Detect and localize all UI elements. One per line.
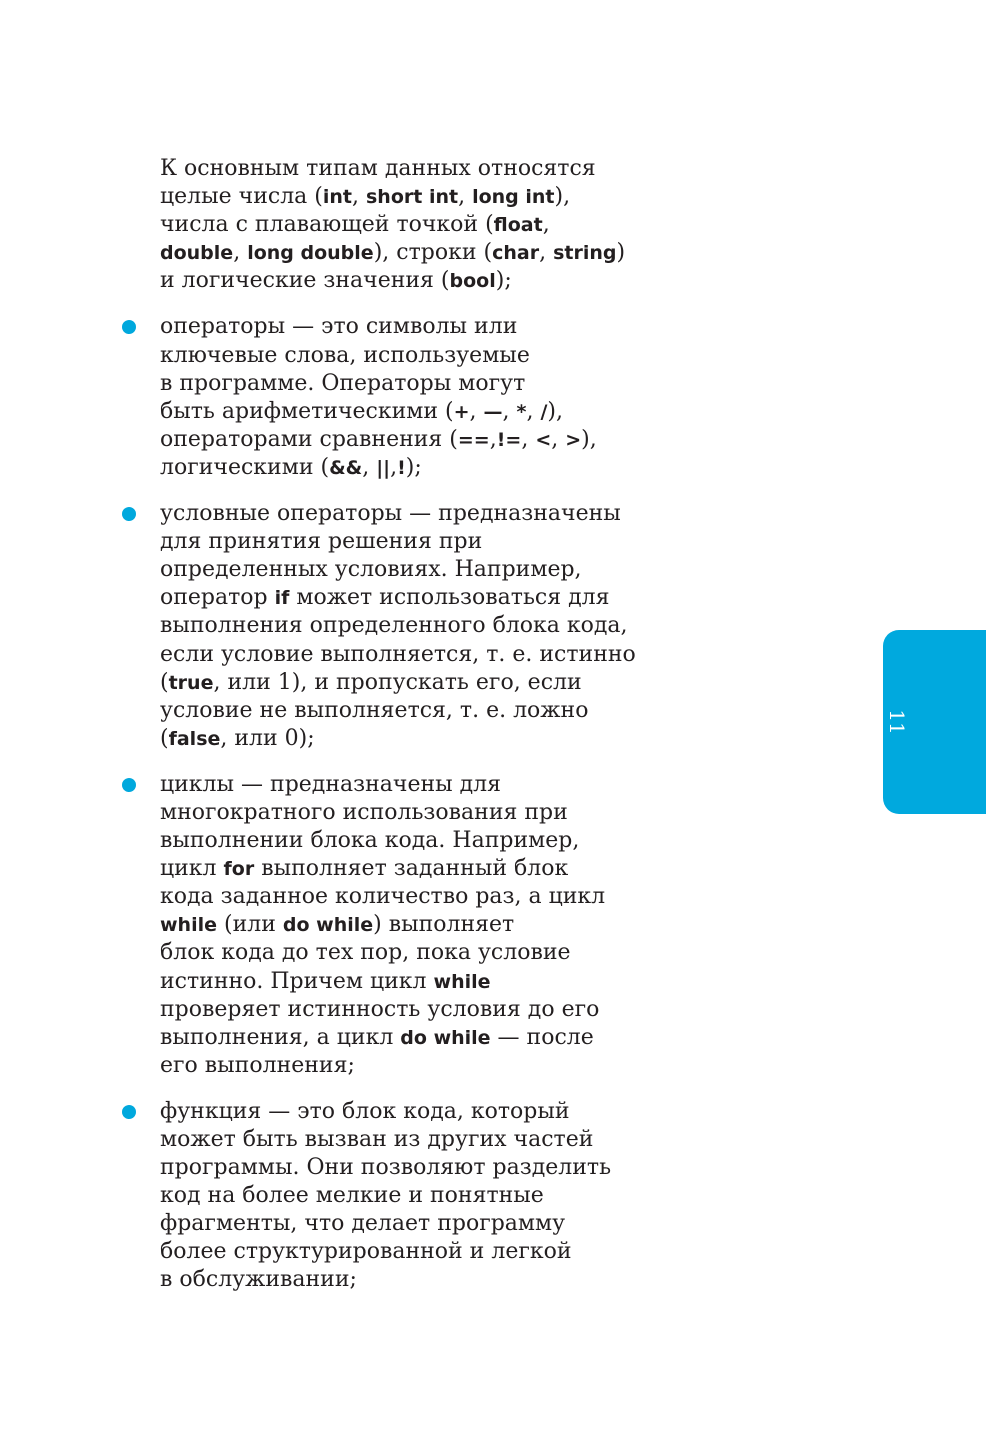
code-keyword: && xyxy=(329,456,363,479)
text-run: , xyxy=(362,454,377,480)
text-run: выполнении блока кода. Например, xyxy=(160,828,580,854)
text-run: , xyxy=(542,212,550,238)
text-line xyxy=(160,370,620,398)
text-line xyxy=(160,528,620,556)
bullet-dot-icon xyxy=(122,320,136,334)
text-run: , xyxy=(469,398,484,424)
code-keyword: * xyxy=(516,400,527,423)
text-line xyxy=(160,183,620,211)
text-run: , xyxy=(390,454,398,480)
page-number: 11 xyxy=(885,709,909,735)
text-run: код на более мелкие и понятные xyxy=(160,1183,544,1209)
code-keyword: short int xyxy=(366,186,459,209)
text-run: , xyxy=(539,240,554,266)
text-run: истинно. Причем цикл xyxy=(160,968,434,994)
text-line xyxy=(160,641,636,669)
text-run: программы. Они позволяют разделить xyxy=(160,1155,612,1181)
code-keyword: != xyxy=(496,428,522,451)
text-run: ); xyxy=(405,454,422,480)
text-run: , или 1), и пропускать его, если xyxy=(213,669,582,695)
code-keyword: double xyxy=(160,242,234,265)
text-line xyxy=(160,883,620,911)
code-keyword: / xyxy=(540,400,548,423)
text-run: ), xyxy=(547,398,563,424)
text-run: в программе. Операторы могут xyxy=(160,370,526,396)
text-run: выполняет заданный блок xyxy=(254,856,569,882)
code-keyword: — xyxy=(483,400,503,423)
text-run: условие не выполняется, т. е. ложно xyxy=(160,697,589,723)
text-run: в обслуживании; xyxy=(160,1267,357,1293)
text-run: операторы — это символы или xyxy=(160,314,518,340)
text-run: быть арифметическими ( xyxy=(160,398,454,424)
text-run: блок кода до тех пор, пока условие xyxy=(160,940,571,966)
text-run: для принятия решения при xyxy=(160,529,483,555)
text-line xyxy=(160,612,628,640)
code-keyword: > xyxy=(565,428,582,451)
text-line xyxy=(160,398,620,426)
text-line xyxy=(160,239,626,267)
code-keyword: int xyxy=(322,186,352,209)
text-run: выполнения определенного блока кода, xyxy=(160,613,628,639)
text-line xyxy=(160,1238,620,1266)
text-run: может использоваться для xyxy=(289,585,610,611)
text-run: если условие выполняется, т. е. истинно xyxy=(160,641,636,667)
code-keyword: while xyxy=(160,914,217,937)
text-run: операторами сравнения ( xyxy=(160,426,458,452)
code-keyword: || xyxy=(376,456,391,479)
text-run: выполнения, а цикл xyxy=(160,1024,401,1050)
text-run: числа с плавающей точкой ( xyxy=(160,212,494,238)
text-run: оператор xyxy=(160,585,275,611)
bullet-item xyxy=(160,771,620,1080)
text-line xyxy=(160,996,620,1024)
code-keyword: < xyxy=(535,428,552,451)
code-keyword: string xyxy=(553,242,617,265)
text-line xyxy=(160,968,620,996)
text-run: , xyxy=(521,426,536,452)
text-run: и логические значения ( xyxy=(160,268,450,294)
text-run: целые числа ( xyxy=(160,184,323,210)
text-line xyxy=(160,855,620,883)
text-run: ) выполняет xyxy=(373,912,515,938)
text-line xyxy=(160,1266,620,1294)
bullet-dot-icon xyxy=(122,1105,136,1119)
text-run: условные операторы — предназначены xyxy=(160,501,621,527)
text-line xyxy=(160,697,620,725)
text-line xyxy=(160,911,620,939)
code-keyword: long double xyxy=(247,242,374,265)
text-run: кода заданное количество раз, а цикл xyxy=(160,884,606,910)
body-text-column xyxy=(160,155,636,1313)
text-run: , xyxy=(526,398,541,424)
bullet-item xyxy=(160,1098,620,1295)
code-keyword: + xyxy=(453,400,470,423)
code-keyword: char xyxy=(492,242,540,265)
text-line xyxy=(160,1052,620,1080)
text-line xyxy=(160,1098,620,1126)
text-line xyxy=(160,313,620,341)
text-run: ( xyxy=(160,725,169,751)
text-line xyxy=(160,725,620,753)
text-run: ); xyxy=(495,268,512,294)
text-run: ключевые слова, используемые xyxy=(160,342,530,368)
text-line xyxy=(160,1182,620,1210)
text-line xyxy=(160,1154,620,1182)
bullet-dot-icon xyxy=(122,507,136,521)
text-line xyxy=(160,342,620,370)
text-run: , xyxy=(458,184,473,210)
text-run: циклы — предназначены для xyxy=(160,771,502,797)
bullet-dot-icon xyxy=(122,778,136,792)
text-line xyxy=(160,939,620,967)
code-keyword: if xyxy=(274,587,290,610)
text-run: ), xyxy=(581,426,597,452)
text-run: может быть вызван из других частей xyxy=(160,1127,594,1152)
text-line xyxy=(160,1024,620,1052)
text-run: логическими ( xyxy=(160,454,330,480)
text-line xyxy=(160,827,620,855)
bullet-item xyxy=(160,313,620,482)
text-run: многократного использования при xyxy=(160,799,568,825)
code-keyword: while xyxy=(433,970,491,993)
text-run: , xyxy=(352,184,366,210)
text-line xyxy=(160,500,620,528)
text-run: К основным типам данных относятся xyxy=(160,156,596,181)
text-run: функция — это блок кода, который xyxy=(160,1098,570,1124)
text-run: , xyxy=(489,426,497,452)
code-keyword: bool xyxy=(449,270,496,293)
text-run: , xyxy=(233,240,248,266)
text-line xyxy=(160,584,620,612)
text-run: проверяет истинность условия до его xyxy=(160,996,600,1022)
code-keyword: do while xyxy=(400,1026,491,1049)
text-line xyxy=(160,426,620,454)
text-run: , или 0); xyxy=(220,725,315,751)
code-keyword: true xyxy=(168,671,214,694)
text-run: , xyxy=(551,426,566,452)
text-run: цикл xyxy=(160,856,224,882)
code-keyword: float xyxy=(493,214,543,237)
text-run: — после xyxy=(490,1024,594,1050)
code-keyword: for xyxy=(223,858,255,881)
bullet-item xyxy=(160,500,636,753)
text-run: фрагменты, что делает программу xyxy=(160,1211,566,1237)
text-run: его выполнения; xyxy=(160,1052,355,1078)
text-run: ), строки ( xyxy=(373,240,493,266)
text-line xyxy=(160,771,620,799)
text-run: определенных условиях. Например, xyxy=(160,557,582,583)
text-line xyxy=(160,556,620,584)
text-run: ( xyxy=(160,669,169,695)
code-keyword: do while xyxy=(282,914,374,937)
text-line xyxy=(160,211,620,239)
text-run: , xyxy=(502,398,517,424)
code-keyword: long int xyxy=(472,186,555,209)
text-run: ), xyxy=(554,184,571,210)
text-line xyxy=(160,454,620,482)
code-keyword: ! xyxy=(397,456,406,479)
text-run: ) xyxy=(616,240,626,266)
text-line xyxy=(160,155,620,183)
paragraph xyxy=(160,155,626,295)
text-line xyxy=(160,1210,620,1238)
text-line xyxy=(160,799,620,827)
text-line xyxy=(160,669,620,697)
text-run: более структурированной и легкой xyxy=(160,1239,572,1265)
text-run: (или xyxy=(217,912,283,938)
code-keyword: == xyxy=(457,428,490,451)
code-keyword: false xyxy=(168,727,221,750)
text-line xyxy=(160,267,620,295)
text-line xyxy=(160,1126,620,1154)
